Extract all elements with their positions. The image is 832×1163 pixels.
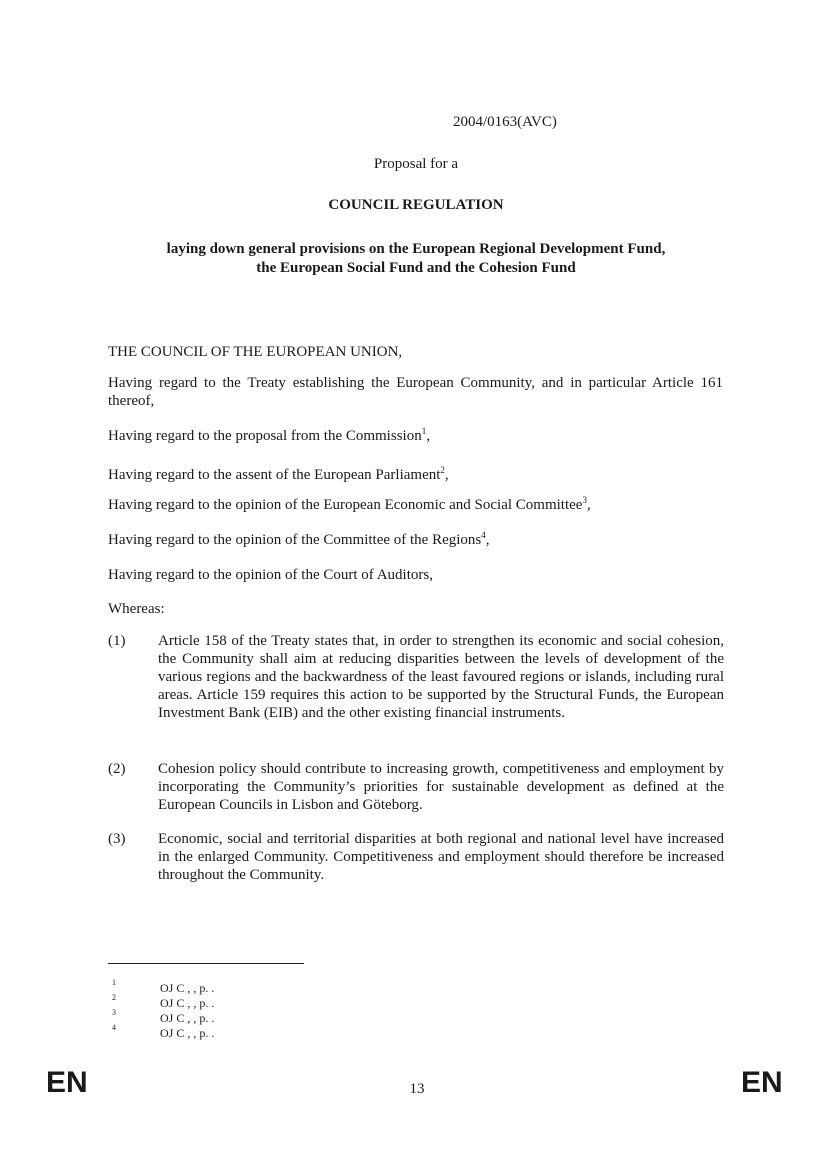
whereas-heading: Whereas: <box>108 601 165 617</box>
citation-tail: , <box>426 428 430 444</box>
footnote-number: 2 <box>112 993 116 1002</box>
citation-tail: , <box>485 532 490 548</box>
footnote-ref[interactable]: 4 <box>481 530 486 540</box>
language-code-left: EN <box>46 1066 88 1099</box>
footnote-4 <box>112 1023 312 1040</box>
citation-regions <box>108 531 723 549</box>
footnote-separator <box>108 963 304 964</box>
council-heading: THE COUNCIL OF THE EUROPEAN UNION, <box>108 344 403 360</box>
citation-tail: , <box>444 467 449 483</box>
subtitle-line-2: the European Social Fund and the Cohesion Fund <box>256 260 576 276</box>
footnote-ref[interactable]: 2 <box>440 465 445 475</box>
document-title: COUNCIL REGULATION <box>328 197 504 213</box>
document-reference: 2004/0163(AVC) <box>453 114 557 130</box>
recital-number: (3) <box>108 831 126 847</box>
recital-text: Cohesion policy should contribute to increasing growth, competitiveness and employment by incorporating the Community’s priorities for sustainable development as defined at the European Councils in Lisbon and Göteborg. <box>158 761 724 813</box>
citation-treaty: Having regard to the Treaty establishing the European Community, and in particular Article 161 thereof, <box>108 375 723 409</box>
footnote-number: 4 <box>112 1023 116 1032</box>
subtitle-line-1: laying down general provisions on the European Regional Development Fund, <box>166 241 666 257</box>
citation-text: Having regard to the opinion of the Committee of the Regions <box>108 532 482 548</box>
footnote-number: 1 <box>112 978 116 987</box>
citation-esc <box>108 496 723 514</box>
citation-auditors: Having regard to the opinion of the Court of Auditors, <box>108 567 433 583</box>
citation-commission <box>108 427 723 445</box>
language-code-right: EN <box>741 1066 783 1099</box>
document-subtitle <box>110 240 722 278</box>
citation-parliament <box>108 466 723 484</box>
citation-tail: , <box>586 497 591 513</box>
recital-text: Article 158 of the Treaty states that, in order to strengthen its economic and social cohesion, the Community shall aim at reducing disparities between the levels of development of the various regions and the backwardness of the least favoured regions or islands, including rural areas. Article 159 requires this action to be supported by the Structural Funds, the European Investment Bank (EIB) and the other existing financial instruments. <box>158 633 724 721</box>
citation-text: Having regard to the proposal from the Commission <box>108 428 422 444</box>
footnote-text: OJ C , , p. . <box>160 996 215 1010</box>
footnote-ref[interactable]: 1 <box>421 426 427 436</box>
footnote-text: OJ C , , p. . <box>160 1026 215 1040</box>
page-number: 13 <box>409 1081 425 1097</box>
footnote-3 <box>112 1008 312 1025</box>
recital-number: (1) <box>108 633 126 649</box>
footnote-text: OJ C , , p. . <box>160 981 215 995</box>
footnote-text: OJ C , , p. . <box>160 1011 215 1025</box>
footnote-1 <box>112 978 312 995</box>
footnote-number: 3 <box>112 1008 116 1017</box>
citation-text: Having regard to the assent of the European Parliament <box>108 467 441 483</box>
proposal-text: Proposal for a <box>373 156 459 172</box>
recital-number: (2) <box>108 761 126 777</box>
footnote-ref[interactable]: 3 <box>582 495 587 505</box>
footnote-2 <box>112 993 312 1010</box>
page-number-line <box>0 1081 832 1098</box>
citation-text: Having regard to the opinion of the European Economic and Social Committee <box>108 497 583 513</box>
proposal-line <box>0 156 832 173</box>
recital-text: Economic, social and territorial disparities at both regional and national level have increased in the enlarged Community. Competitiveness and employment should therefore be increased throughout the Community. <box>158 831 724 883</box>
